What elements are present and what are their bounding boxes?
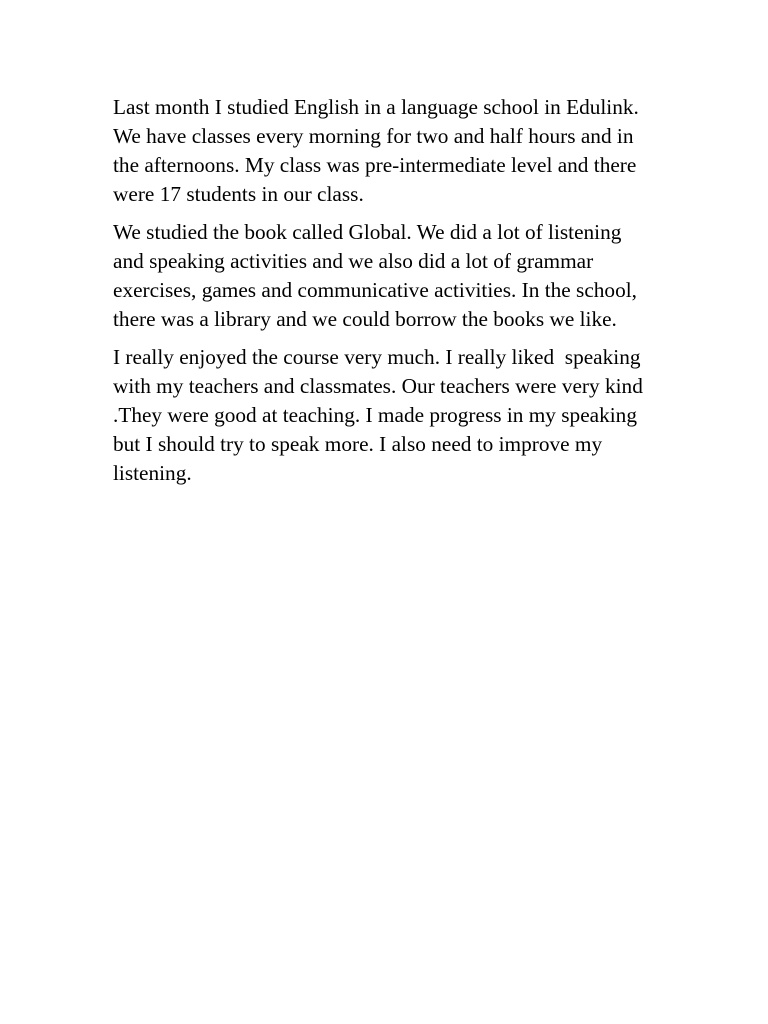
paragraph-2 bbox=[113, 218, 713, 334]
paragraph-3 bbox=[113, 343, 713, 488]
text-line: We have classes every morning for two and half hours and in bbox=[113, 124, 634, 148]
document-body bbox=[113, 93, 713, 497]
text-line: listening. bbox=[113, 461, 192, 485]
text-line: I really enjoyed the course very much. I really liked speaking bbox=[113, 345, 641, 369]
text-line: exercises, games and communicative activities. In the school, bbox=[113, 278, 637, 302]
text-line: We studied the book called Global. We did a lot of listening bbox=[113, 220, 622, 244]
text-line: there was a library and we could borrow the books we like. bbox=[113, 307, 617, 331]
text-line: .They were good at teaching. I made progress in my speaking bbox=[113, 403, 637, 427]
text-line: and speaking activities and we also did a lot of grammar bbox=[113, 249, 594, 273]
paragraph-1 bbox=[113, 93, 713, 209]
text-line: Last month I studied English in a language school in Edulink. bbox=[113, 95, 639, 119]
text-line: with my teachers and classmates. Our teachers were very kind bbox=[113, 374, 643, 398]
text-line: but I should try to speak more. I also need to improve my bbox=[113, 432, 603, 456]
text-line: were 17 students in our class. bbox=[113, 182, 364, 206]
text-line: the afternoons. My class was pre-intermediate level and there bbox=[113, 153, 637, 177]
